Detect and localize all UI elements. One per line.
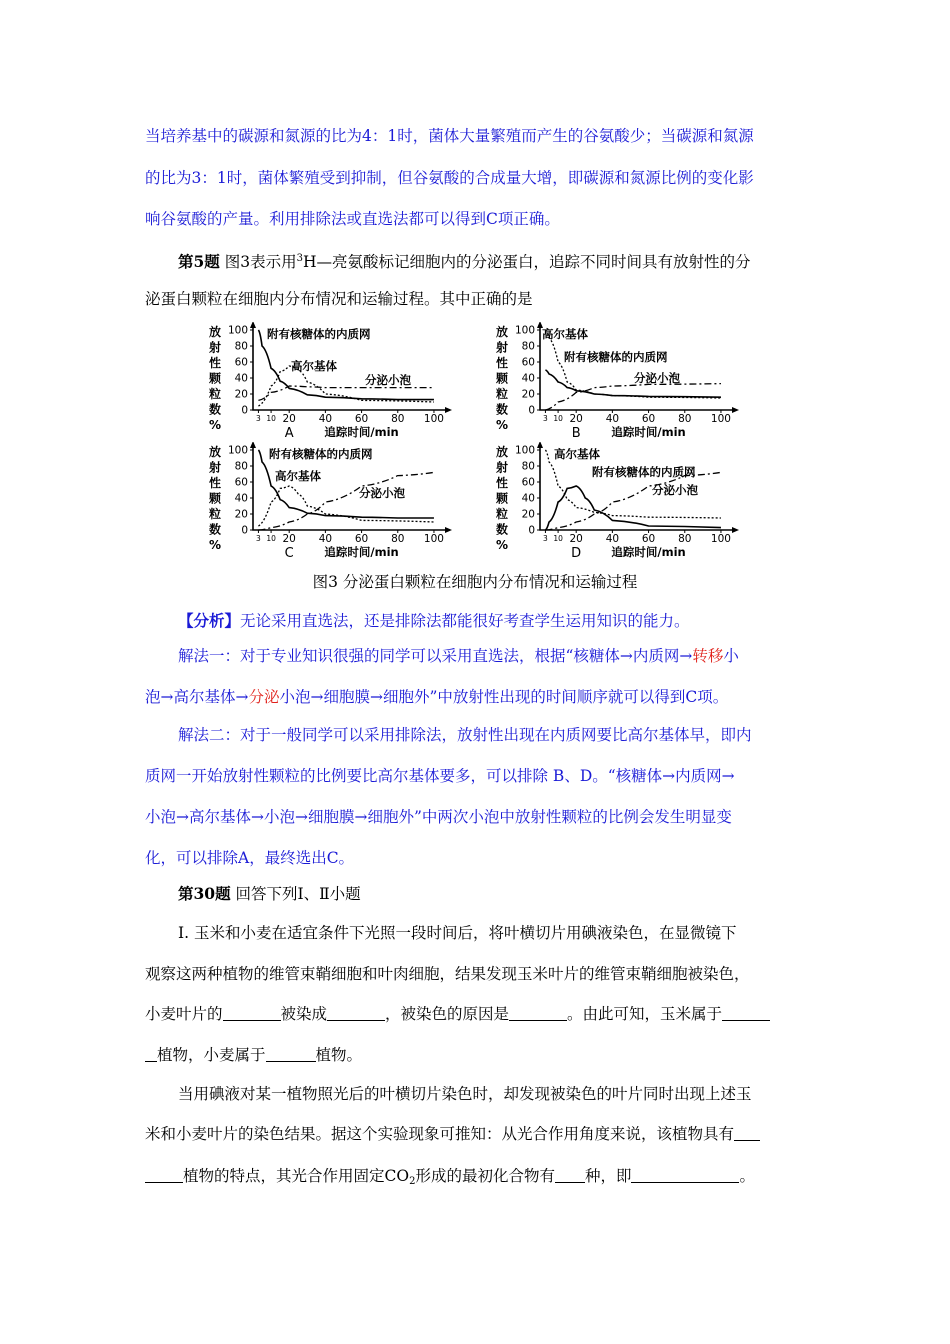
y-tick-label: 0 <box>241 524 248 537</box>
x-tick-label: 60 <box>641 533 656 545</box>
highlight-text: 分泌 <box>248 688 280 706</box>
analysis-label: 【分析】 <box>178 611 241 630</box>
series-label: 附有核糖体的内质网 <box>267 327 371 341</box>
answer-blank[interactable] <box>327 1006 385 1021</box>
y-tick-label: 20 <box>521 508 535 521</box>
y-tick-label: 100 <box>514 444 535 457</box>
y-tick-label: 20 <box>234 508 248 521</box>
series-label: 分泌小泡 <box>359 486 405 500</box>
panel-label: B <box>571 426 581 441</box>
x-tick-label: 10 <box>266 414 276 423</box>
panel-label: C <box>284 546 294 561</box>
x-axis-label: 追踪时间/min <box>324 545 399 559</box>
figure-caption: 图3 分泌蛋白颗粒在细胞内分布情况和运输过程 <box>312 573 638 591</box>
chart-panel-a <box>205 322 460 442</box>
x-tick-label: 100 <box>710 533 731 545</box>
x-tick-label: 10 <box>553 414 563 423</box>
text-line: 小泡→高尔基体→小泡→细胞膜→细胞外”中两次小泡中放射性颗粒的比例会发生明显变 <box>145 808 732 826</box>
method-1-line-1 <box>178 646 843 666</box>
method-1-text: 泡→高尔基体→ <box>145 688 249 706</box>
y-axis-label-char: 放 <box>495 325 509 339</box>
series-label: 附有核糖体的内质网 <box>564 350 668 364</box>
x-tick-label: 3 <box>543 534 548 543</box>
subscript: 2 <box>409 1176 416 1187</box>
answer-blank[interactable] <box>555 1168 585 1183</box>
y-axis-label-char: 粒 <box>208 387 222 401</box>
y-tick-label: 20 <box>521 388 535 401</box>
question-5-line-1 <box>178 249 843 272</box>
series-line-dashdot <box>545 472 721 530</box>
x-axis-arrow <box>445 407 452 413</box>
superscript: 3 <box>296 253 303 264</box>
series-line-dotted <box>258 486 434 526</box>
analysis-line <box>178 611 843 631</box>
y-axis-arrow <box>250 322 256 328</box>
y-axis-label-char: 颗 <box>208 371 222 386</box>
y-axis-label-char: 放 <box>208 325 222 339</box>
y-axis-label-char: 粒 <box>495 507 509 521</box>
x-axis-label: 追踪时间/min <box>611 545 686 559</box>
y-axis-label-char: 射 <box>208 460 222 475</box>
text-line: 当培养基中的碳源和氮源的比为4：1时，菌体大量繁殖而产生的谷氨酸少；当碳源和氮源 <box>145 127 754 145</box>
y-axis-label-char: 粒 <box>208 507 222 521</box>
y-axis-label-char: 射 <box>495 460 509 475</box>
y-axis-label-char: 射 <box>495 340 509 355</box>
y-tick-label: 60 <box>234 356 248 369</box>
series-label: 附有核糖体的内质网 <box>592 465 696 479</box>
text-line: 的比为3：1时，菌体繁殖受到抑制，但谷氨酸的合成量大增，即碳源和氮源比例的变化影 <box>145 169 754 187</box>
text-fragment: ，被染色的原因是 <box>385 1005 510 1023</box>
x-axis-arrow <box>732 407 739 413</box>
method-1-text: 小 <box>723 647 739 665</box>
x-tick-label: 3 <box>256 414 261 423</box>
y-tick-label: 40 <box>521 492 535 505</box>
x-tick-label: 10 <box>266 534 276 543</box>
text-line: 当用碘液对某一植物照光后的叶横切片染色时，却发现被染色的叶片同时出现上述玉 <box>178 1085 752 1103</box>
y-tick-label: 0 <box>241 404 248 417</box>
fill-blank-line <box>145 1045 810 1065</box>
text-fragment: 植物。 <box>315 1046 363 1064</box>
x-tick-label: 100 <box>423 413 444 425</box>
series-label: 高尔基体 <box>291 359 337 373</box>
text-line: 响谷氨酸的产量。利用排除法或直选法都可以得到C项正确。 <box>145 210 560 228</box>
series-label: 分泌小泡 <box>652 483 698 497</box>
y-tick-label: 60 <box>521 356 535 369</box>
text-line: 解法二：对于一般同学可以采用排除法，放射性出现在内质网要比高尔基体早，即内 <box>178 726 752 744</box>
x-axis-label: 追踪时间/min <box>611 425 686 439</box>
y-tick-label: 40 <box>234 492 248 505</box>
y-axis-label-char: % <box>495 418 509 432</box>
answer-blank[interactable] <box>145 1047 157 1062</box>
answer-blank[interactable] <box>509 1006 567 1021</box>
y-axis-label-char: 性 <box>495 356 509 370</box>
x-tick-label: 60 <box>354 533 369 545</box>
y-axis-label-char: 性 <box>208 476 222 490</box>
y-axis-label-char: 颗 <box>495 491 509 506</box>
fill-blank-line <box>145 1124 810 1144</box>
text-fragment: 被染成 <box>280 1005 328 1023</box>
series-label: 分泌小泡 <box>634 371 680 385</box>
x-tick-label: 40 <box>318 533 333 545</box>
x-tick-label: 20 <box>569 413 583 425</box>
x-tick-label: 80 <box>391 533 405 545</box>
text-line: Ⅰ. 玉米和小麦在适宜条件下光照一段时间后，将叶横切片用碘液染色，在显微镜下 <box>178 924 737 942</box>
text-fragment: 形成的最初化合物有 <box>415 1167 555 1185</box>
chart-panel-c <box>205 442 460 564</box>
text-line: 质网一开始放射性颗粒的比例要比高尔基体要多，可以排除 B、D。“核糖体→内质网→ <box>145 767 735 785</box>
question-30-text: 回答下列Ⅰ、Ⅱ小题 <box>235 885 361 903</box>
x-axis-label: 追踪时间/min <box>324 425 399 439</box>
analysis-text: 无论采用直选法，还是排除法都能很好考查学生运用知识的能力。 <box>240 612 690 630</box>
y-axis-label-char: % <box>495 538 509 552</box>
series-label: 附有核糖体的内质网 <box>269 447 373 461</box>
y-tick-label: 0 <box>528 404 535 417</box>
y-tick-label: 80 <box>234 340 248 353</box>
y-axis-label-char: 射 <box>208 340 222 355</box>
panel-label: A <box>284 426 294 441</box>
text-fragment: 植物的特点，其光合作用固定CO <box>183 1167 410 1185</box>
text-line: 化，可以排除A，最终选出C。 <box>145 849 355 867</box>
y-axis-label-char: % <box>208 418 222 432</box>
y-tick-label: 80 <box>234 460 248 473</box>
y-axis-label-char: 数 <box>495 402 509 417</box>
y-tick-label: 0 <box>528 524 535 537</box>
y-tick-label: 80 <box>521 340 535 353</box>
panel-label: D <box>571 546 582 561</box>
text-fragment: 。由此可知，玉米属于 <box>567 1005 723 1023</box>
y-tick-label: 60 <box>234 476 248 489</box>
chart-panel-b <box>492 322 747 442</box>
question-5-text: 图3表示用 <box>224 253 297 271</box>
y-axis-label-char: 数 <box>208 522 222 537</box>
x-tick-label: 20 <box>282 533 296 545</box>
x-axis-arrow <box>732 527 739 533</box>
y-axis-label-char: 性 <box>495 476 509 490</box>
y-tick-label: 20 <box>234 388 248 401</box>
y-axis-label-char: 数 <box>208 402 222 417</box>
question-30-label: 第30题 <box>178 884 231 903</box>
text-fragment: 种，即 <box>584 1167 632 1185</box>
series-label: 高尔基体 <box>554 447 600 461</box>
x-tick-label: 40 <box>605 413 620 425</box>
x-tick-label: 60 <box>354 413 369 425</box>
text-fragment: 。 <box>739 1167 755 1185</box>
x-tick-label: 80 <box>391 413 405 425</box>
method-1-text: 解法一：对于专业知识很强的同学可以采用直选法，根据“核糖体→内质网→ <box>178 647 693 665</box>
answer-blank[interactable] <box>223 1006 281 1021</box>
y-axis-label-char: 颗 <box>495 371 509 386</box>
x-tick-label: 80 <box>678 533 692 545</box>
series-label: 分泌小泡 <box>365 373 411 387</box>
series-label: 高尔基体 <box>275 469 321 483</box>
y-axis-label-char: 粒 <box>495 387 509 401</box>
y-axis-label-char: 放 <box>208 445 222 459</box>
fill-blank-line <box>145 1004 810 1024</box>
series-label: 高尔基体 <box>542 327 588 341</box>
text-line: 观察这两种植物的维管束鞘细胞和叶肉细胞，结果发现玉米叶片的维管束鞘细胞被染色， <box>145 965 750 983</box>
question-30-line <box>178 884 843 904</box>
x-axis-arrow <box>445 527 452 533</box>
y-axis-arrow <box>537 442 543 448</box>
x-tick-label: 3 <box>543 414 548 423</box>
question-5-text: H—亮氨酸标记细胞内的分泌蛋白，追踪不同时间具有放射性的分 <box>302 253 751 271</box>
highlight-text: 转移 <box>692 647 724 665</box>
x-tick-label: 10 <box>553 534 563 543</box>
x-tick-label: 20 <box>569 533 583 545</box>
y-axis-arrow <box>250 442 256 448</box>
y-tick-label: 40 <box>234 372 248 385</box>
y-tick-label: 80 <box>521 460 535 473</box>
method-1-text: 小泡→细胞膜→细胞外”中放射性出现的时间顺序就可以得到C项。 <box>279 688 729 706</box>
y-axis-label-char: 颗 <box>208 491 222 506</box>
y-axis-label-char: 性 <box>208 356 222 370</box>
y-tick-label: 60 <box>521 476 535 489</box>
y-tick-label: 100 <box>514 324 535 337</box>
y-axis-label-char: % <box>208 538 222 552</box>
x-tick-label: 80 <box>678 413 692 425</box>
y-tick-label: 40 <box>521 372 535 385</box>
x-tick-label: 3 <box>256 534 261 543</box>
question-5-label: 第5题 <box>178 252 220 271</box>
text-fragment: 植物，小麦属于 <box>157 1046 266 1064</box>
answer-blank[interactable] <box>145 1168 183 1183</box>
chart-panel-d <box>492 442 747 564</box>
fill-blank-line <box>145 1166 810 1192</box>
x-tick-label: 100 <box>710 413 731 425</box>
y-axis-label-char: 放 <box>495 445 509 459</box>
y-tick-label: 100 <box>227 444 248 457</box>
x-tick-label: 40 <box>318 413 333 425</box>
text-fragment: 米和小麦叶片的染色结果。据这个实验现象可推知：从光合作用角度来说，该植物具有 <box>145 1125 735 1143</box>
y-tick-label: 100 <box>227 324 248 337</box>
x-tick-label: 60 <box>641 413 656 425</box>
text-line: 泌蛋白颗粒在细胞内分布情况和运输过程。其中正确的是 <box>145 290 533 308</box>
y-axis-label-char: 数 <box>495 522 509 537</box>
x-tick-label: 20 <box>282 413 296 425</box>
method-1-line-2 <box>145 687 810 707</box>
x-tick-label: 100 <box>423 533 444 545</box>
x-tick-label: 40 <box>605 533 620 545</box>
answer-blank[interactable] <box>734 1126 760 1141</box>
answer-blank[interactable] <box>266 1047 316 1062</box>
answer-blank[interactable] <box>631 1168 739 1183</box>
text-fragment: 小麦叶片的 <box>145 1005 223 1023</box>
answer-blank[interactable] <box>722 1006 770 1021</box>
